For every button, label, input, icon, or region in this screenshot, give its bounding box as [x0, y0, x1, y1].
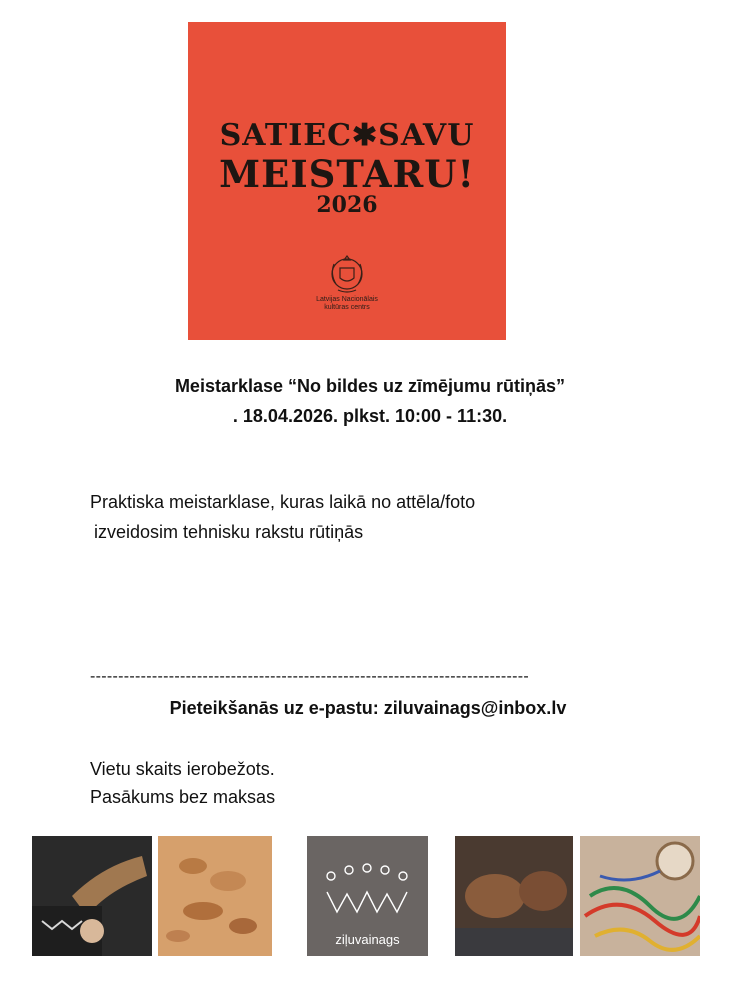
signup-email-text: Pieteikšanās uz e-pastu: ziluvainags@inbox.lv [169, 698, 567, 718]
clay-figures-photo [455, 836, 573, 956]
description-line1: Praktiska meistarklase, kuras laikā no attēla/foto [90, 492, 476, 512]
free-event-note: Pasākums bez maksas [90, 787, 276, 807]
limited-seats-note: Vietu skaits ierobežots. [90, 759, 275, 779]
poster-title-line2: MEISTARU! [219, 152, 475, 196]
description-line2: izveidosim tehnisku rakstu rūtiņās [94, 522, 364, 542]
wood-carving-photo [158, 836, 272, 956]
event-date-time: . 18.04.2026. plkst. 10:00 - 11:30. [232, 406, 508, 426]
poster-title-line1: SATIEC✱SAVU [219, 118, 475, 153]
event-title: Meistarklase “No bildes uz zīmējumu rūtiņās” [174, 376, 566, 396]
coat-of-arms-icon [326, 250, 368, 296]
ziluvainags-logo [307, 836, 428, 956]
logo-text: ziļuvainags [335, 932, 400, 947]
poster-year: 2026 [316, 192, 378, 218]
weaving-threads-photo [580, 836, 700, 956]
dashed-divider: ------------------------------------------------------------------------------ [90, 668, 529, 685]
organization-name-line1: Latvijas Nacionālais [316, 296, 378, 303]
event-poster [188, 22, 506, 340]
organization-name-line2: kultūras centrs [324, 304, 370, 311]
bagpipe-player-photo [32, 836, 152, 956]
